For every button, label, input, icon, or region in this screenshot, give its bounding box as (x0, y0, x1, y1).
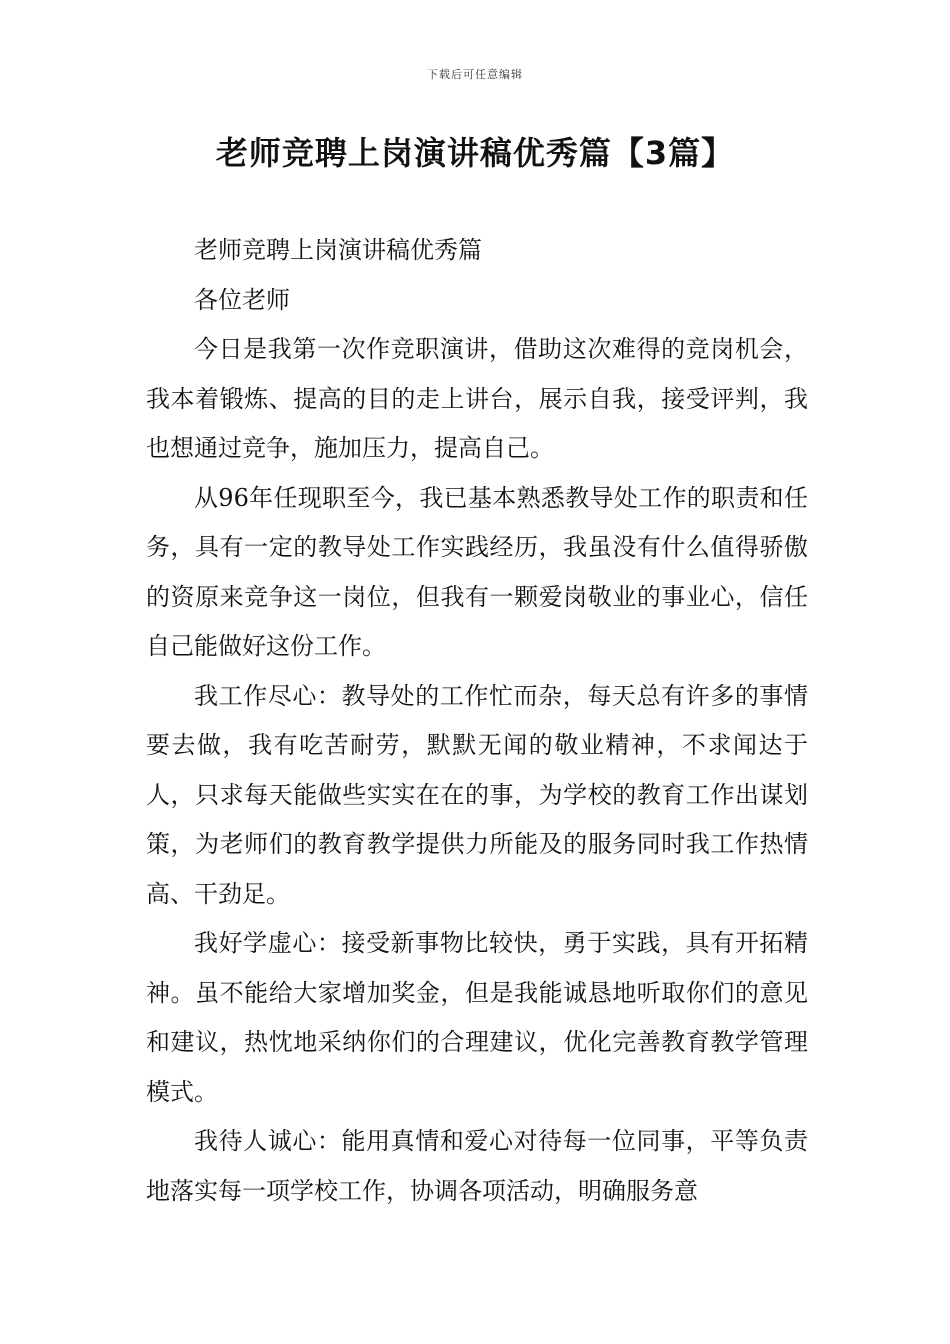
salutation-paragraph: 各位老师 (194, 285, 290, 314)
body-paragraph: 我待人诚心：能用真情和爱心对待每一位同事，平等负责地落实每一项学校工作，协调各项活动，明确服务意 (146, 1127, 808, 1205)
body-paragraph: 我好学虚心：接受新事物比较快，勇于实践，具有开拓精神。虽不能给大家增加奖金，但是我能诚恳地听取你们的意见和建议，热忱地采纳你们的合理建议，优化完善教育教学管理模式。 (146, 929, 808, 1106)
body-paragraph: 从96年任现职至今，我已基本熟悉教导处工作的职责和任务，具有一定的教导处工作实践经历，我虽没有什么值得骄傲的资原来竞争这一岗位，但我有一颗爱岗敬业的事业心，信任自己能做好这份工作。 (146, 483, 808, 660)
document-body (146, 226, 808, 1216)
body-paragraph: 今日是我第一次作竞职演讲，借助这次难得的竞岗机会，我本着锻炼、提高的目的走上讲台，展示自我，接受评判，我也想通过竞争，施加压力，提高自己。 (146, 335, 808, 462)
subtitle-paragraph: 老师竞聘上岗演讲稿优秀篇 (194, 236, 482, 264)
header-note: 下载后可任意编辑 (427, 68, 523, 81)
document-title: 老师竞聘上岗演讲稿优秀篇【3篇】 (215, 134, 735, 172)
body-paragraph: 我工作尽心：教导处的工作忙而杂，每天总有许多的事情要去做，我有吃苦耐劳，默默无闻的敬业精神，不求闻达于人，只求每天能做些实实在在的事，为学校的教育工作出谋划策，为老师们的教育教学提供力所能及的服务同时我工作热情高、干劲足。 (146, 681, 808, 908)
